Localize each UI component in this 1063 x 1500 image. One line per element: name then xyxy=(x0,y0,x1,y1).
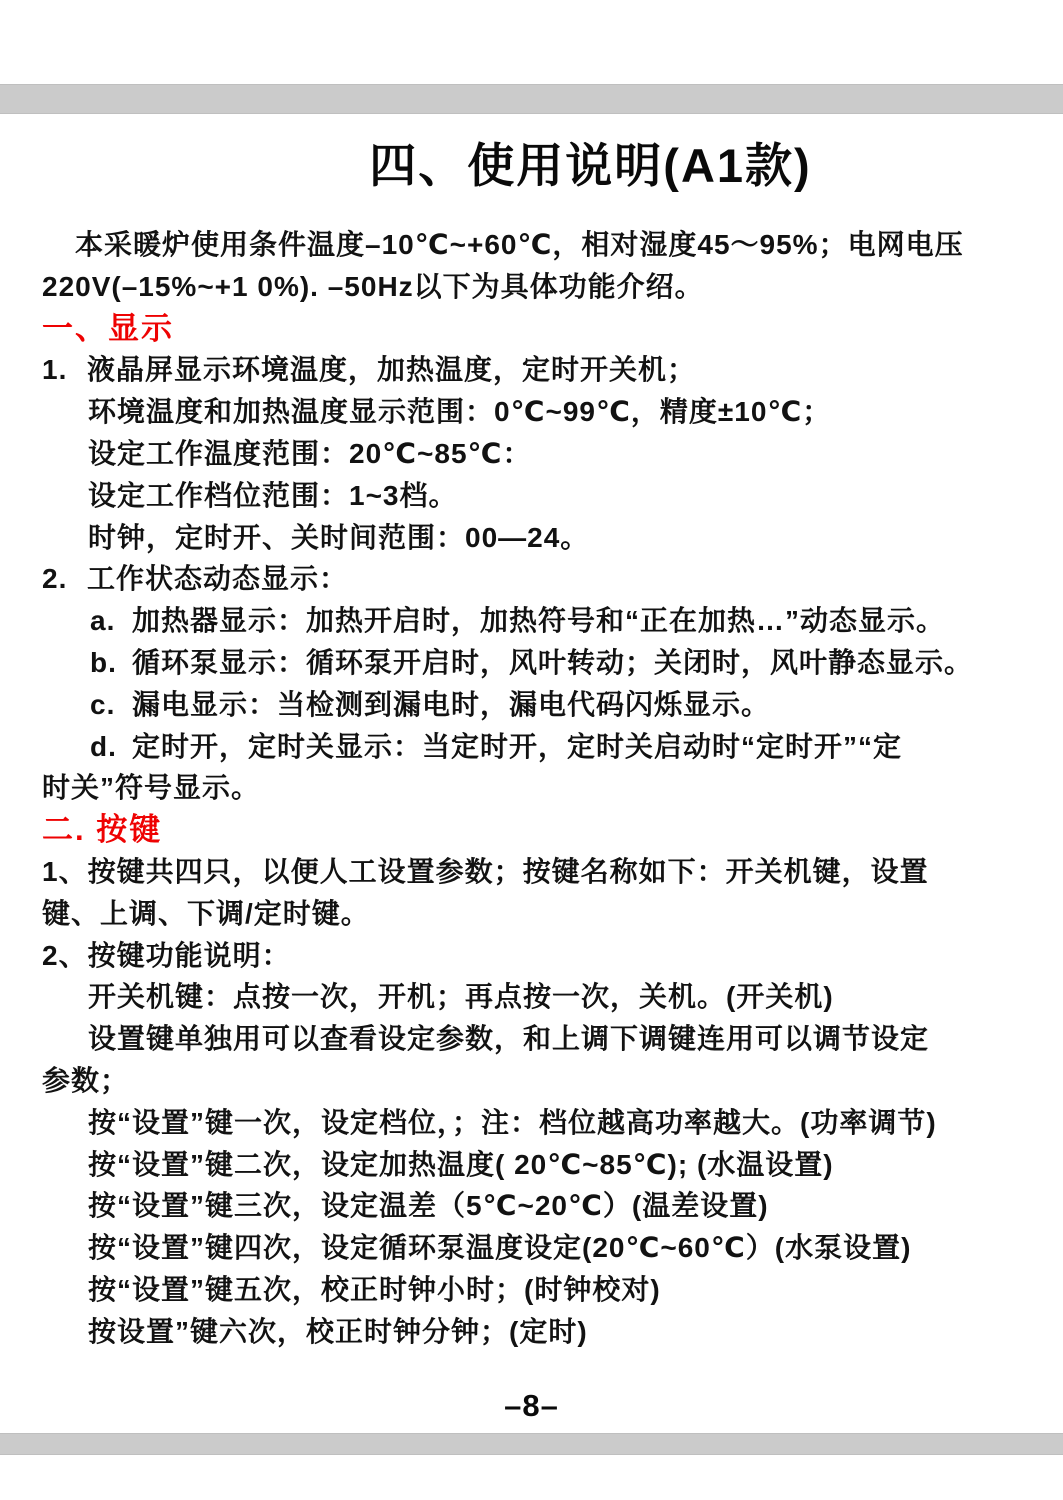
status-detail-line-a xyxy=(42,600,1032,642)
display-item-2-text: 工作状态动态显示： xyxy=(87,563,349,595)
press-step-line: 按“设置”键二次，设定加热温度( 20℃~85℃); (水温设置) xyxy=(88,1148,834,1180)
display-item-2 xyxy=(42,558,1032,600)
status-detail-text-d: 定时开，定时关显示：当定时开，定时关启动时“定时开”“定 xyxy=(132,730,903,762)
press-step-line: 按设置”键六次，校正时钟分钟；(定时) xyxy=(88,1315,588,1347)
status-detail-line-c xyxy=(42,684,1032,726)
display-detail-line: 环境温度和加热温度显示范围：0℃~99℃，精度±10℃； xyxy=(88,396,832,428)
keys-point-1-line-2: 键、上调、下调/定时键。 xyxy=(42,897,370,929)
status-detail-label-c: c. xyxy=(90,688,116,720)
status-detail-line-b xyxy=(42,642,1032,684)
intro-line-2: 220V(–15%~+1 0%). –50Hz以下为具体功能介绍。 xyxy=(42,270,704,302)
status-detail-carryover: 时关”符号显示。 xyxy=(42,772,261,804)
press-step-line: 按“设置”键一次，设定档位，；注：档位越高功率越大。(功率调节) xyxy=(88,1106,937,1138)
bottom-divider-bar xyxy=(0,1433,1063,1455)
keys-point-2: 2、按键功能说明： xyxy=(42,939,291,971)
set-key-description-line-2: 参数； xyxy=(42,1064,130,1096)
display-item-1-number: 1. xyxy=(42,354,68,386)
press-step-line: 按“设置”键四次，设定循环泵温度设定(20℃~60℃）(水泵设置) xyxy=(88,1232,912,1264)
status-detail-text-a: 加热器显示：加热开启时，加热符号和“正在加热…”动态显示。 xyxy=(132,605,946,637)
status-detail-label-a: a. xyxy=(90,605,116,637)
status-detail-text-c: 漏电显示：当检测到漏电时，漏电代码闪烁显示。 xyxy=(132,688,771,720)
power-key-description: 开关机键：点按一次，开机；再点按一次，关机。(开关机) xyxy=(88,981,834,1013)
set-key-description-line-1: 设置键单独用可以查看设定参数，和上调下调键连用可以调节设定 xyxy=(88,1023,930,1055)
press-step-line: 按“设置”键三次，设定温差（5℃~20℃）(温差设置) xyxy=(88,1190,769,1222)
page-body xyxy=(42,224,1032,1353)
display-detail-line: 设定工作档位范围：1~3档。 xyxy=(88,479,458,511)
display-item-1 xyxy=(42,349,1032,391)
keys-point-1-line-1: 1、按键共四只，以便人工设置参数；按键名称如下：开关机键，设置 xyxy=(42,855,929,887)
intro-line-1: 本采暖炉使用条件温度–10℃~+60℃，相对湿度45～95%；电网电压 xyxy=(75,229,964,260)
display-item-2-number: 2. xyxy=(42,563,68,595)
display-detail-line: 设定工作温度范围：20℃~85℃： xyxy=(88,437,532,469)
display-item-1-text: 液晶屏显示环境温度，加热温度，定时开关机； xyxy=(87,354,697,386)
page-title: 四、使用说明(A1款) xyxy=(369,139,812,192)
display-detail-line: 时钟，定时开、关时间范围：00—24。 xyxy=(88,521,590,553)
page-number: –8– xyxy=(504,1388,559,1423)
top-divider-bar xyxy=(0,84,1063,114)
section-keys-heading: 二. 按键 xyxy=(42,812,163,848)
status-detail-line-d xyxy=(42,726,1032,768)
section-display-heading: 一、显示 xyxy=(42,310,174,346)
status-detail-label-b: b. xyxy=(90,646,117,678)
status-detail-label-d: d. xyxy=(90,730,117,762)
status-detail-text-b: 循环泵显示：循环泵开启时，风叶转动；关闭时，风叶静态显示。 xyxy=(132,646,974,678)
press-step-line: 按“设置”键五次，校正时钟小时；(时钟校对) xyxy=(88,1273,661,1305)
